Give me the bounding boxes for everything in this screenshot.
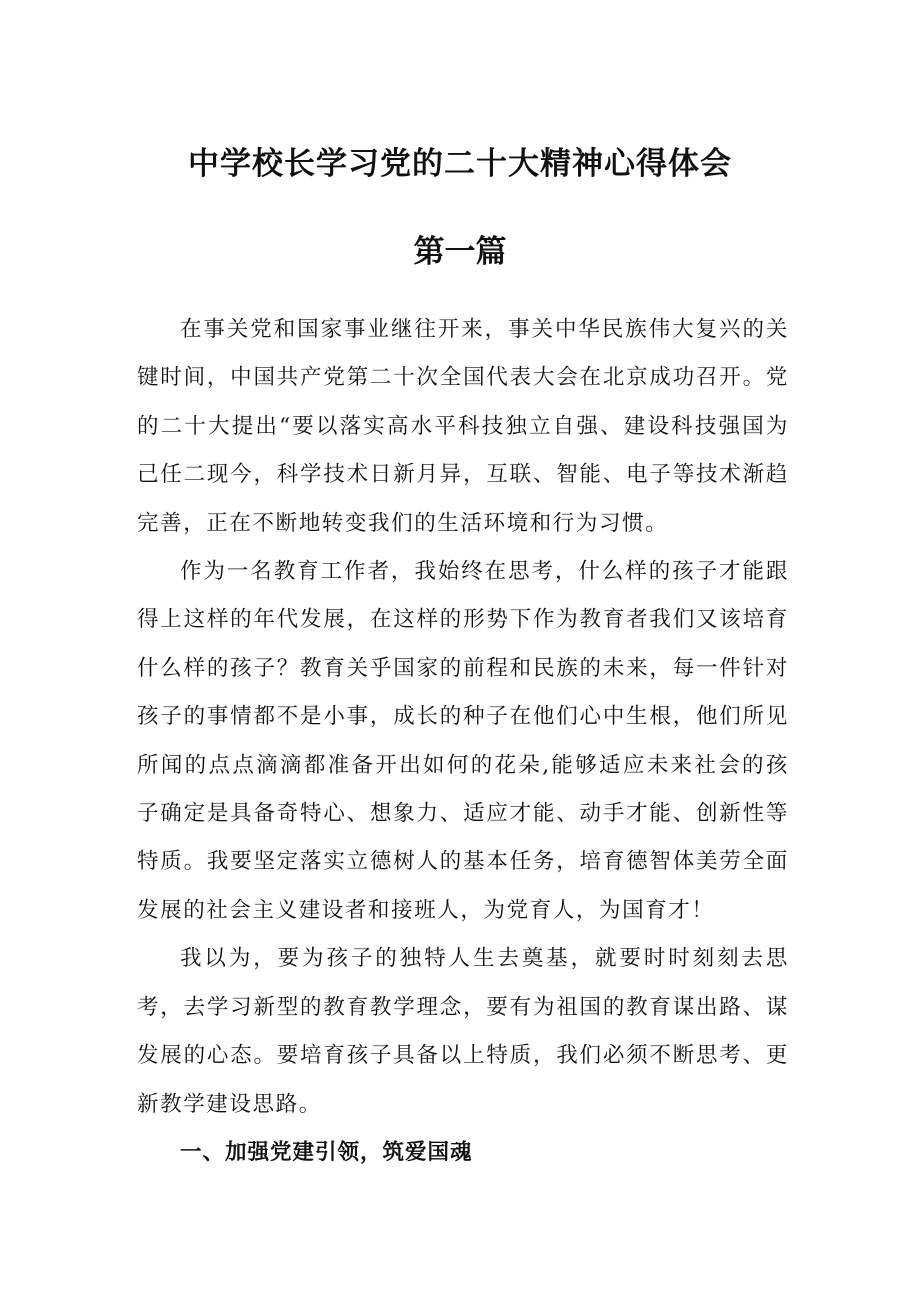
paragraph-2: 作为一名教育工作者，我始终在思考，什么样的孩子才能跟得上这样的年代发展，在这样的形势下作为教育者我们又该培育什么样的孩子？教育关乎国家的前程和民族的未来，每一件针对孩子的事情都不是小事，成长的种子在他们心中生根，他们所见所闻的点点滴滴都准备开出如何的花朵,能够适应未来社会的孩子确定是具备奇特心、想象力、适应才能、动手才能、创新性等特质。我要坚定落实立德树人的基本任务，培育德智体美劳全面发展的社会主义建设者和接班人，为党育人，为国育才！ xyxy=(137,559,789,923)
document-subtitle: 第一篇 xyxy=(413,234,507,270)
document-body xyxy=(137,306,789,1177)
document-title: 中学校长学习党的二十大精神心得体会 xyxy=(188,146,732,182)
section-heading: 一、加强党建引领，筑爱国魂 xyxy=(180,1139,473,1165)
paragraph-1: 在事关党和国家事业继往开来，事关中华民族伟大复兴的关键时间，中国共产党第二十次全国代表大会在北京成功召开。党的二十大提出“要以落实高水平科技独立自强、建设科技强国为己任二现今，科学技术日新月异，互联、智能、电子等技术渐趋完善，正在不断地转变我们的生活环境和行为习惯。 xyxy=(137,317,789,536)
paragraph-3: 我以为，要为孩子的独特人生去奠基，就要时时刻刻去思考，去学习新型的教育教学理念，要有为祖国的教育谋出路、谋发展的心态。要培育孩子具备以上特质，我们必须不断思考、更新教学建设思路。 xyxy=(137,946,789,1117)
